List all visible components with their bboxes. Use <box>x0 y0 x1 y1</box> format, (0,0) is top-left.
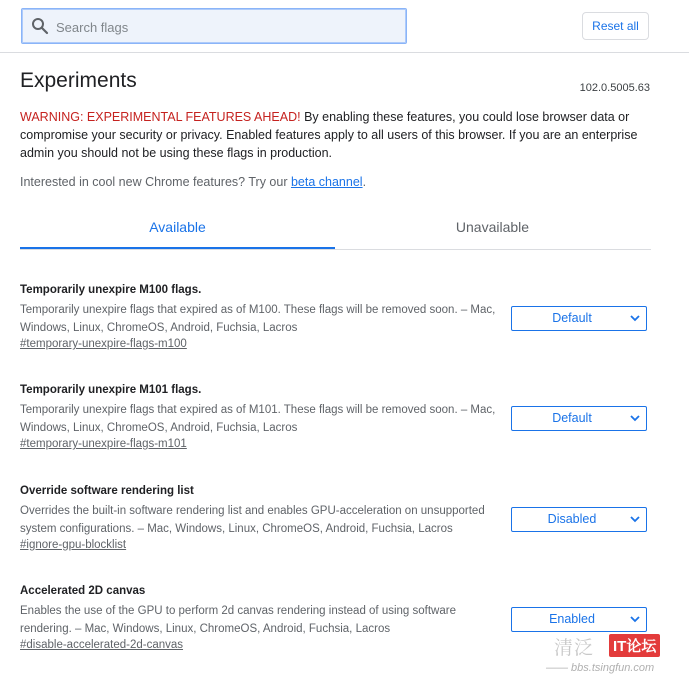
version-label: 102.0.5005.63 <box>579 82 650 94</box>
search-box[interactable] <box>21 8 407 44</box>
flag-description: Enables the use of the GPU to perform 2d canvas rendering instead of using software rendering. – Mac, Windows, Linux, ChromeOS, Android, Fuchsia, Lacros <box>20 605 456 635</box>
flag-description: Overrides the built-in software rendering list and enables GPU-acceleration on unsupported system configurations. – Mac, Windows, Linux, ChromeOS, Android, Fuchsia, Lacros <box>20 505 485 535</box>
flag-state-select[interactable] <box>511 406 647 431</box>
flag-state-select[interactable] <box>511 306 647 331</box>
chevron-down-icon <box>630 614 640 624</box>
flag-item <box>20 284 671 374</box>
beta-channel-link[interactable]: beta channel <box>290 175 363 189</box>
flag-state-value: Default <box>552 411 592 425</box>
flag-state-select[interactable] <box>511 607 647 632</box>
watermark-url: —— bbs.tsingfun.com <box>546 662 655 674</box>
flag-name: Override software rendering list <box>20 485 194 497</box>
header-bar <box>0 0 689 53</box>
reset-all-button[interactable]: Reset all <box>582 12 649 40</box>
watermark-text: 清泛 <box>554 638 595 659</box>
warning-text: By enabling these features, you could lose browser data or compromise your security or privacy. Enabled features apply to all users of this browser. If you are an enterprise admin you should not be using these flags in production. <box>20 110 638 160</box>
flag-link[interactable]: #temporary-unexpire-flags-m100 <box>20 338 187 350</box>
tab-available[interactable]: Available <box>20 207 335 249</box>
beta-promo-end: . <box>362 175 367 189</box>
watermark <box>546 633 686 679</box>
tab-unavailable[interactable]: Unavailable <box>455 219 530 235</box>
flag-description: Temporarily unexpire flags that expired as of M100. These flags will be removed soon. – Mac, Windows, Linux, ChromeOS, Android, Fuchsia, Lacros <box>20 304 496 334</box>
search-input[interactable] <box>54 15 398 39</box>
beta-promo-text: Interested in cool new Chrome features? Try our <box>20 175 291 189</box>
page-title: Experiments <box>20 69 137 92</box>
flag-state-value: Enabled <box>549 612 595 626</box>
flag-item <box>20 384 671 474</box>
warning-heading: WARNING: EXPERIMENTAL FEATURES AHEAD! <box>20 110 301 124</box>
flag-item <box>20 485 671 575</box>
flag-name: Temporarily unexpire M101 flags. <box>20 384 202 396</box>
search-icon <box>31 17 49 35</box>
flag-name: Accelerated 2D canvas <box>20 585 146 597</box>
watermark-badge: IT论坛 <box>609 634 660 657</box>
flag-link[interactable]: #ignore-gpu-blocklist <box>20 539 127 551</box>
flag-state-value: Disabled <box>547 512 597 526</box>
flag-name: Temporarily unexpire M100 flags. <box>20 284 202 296</box>
flag-link[interactable]: #disable-accelerated-2d-canvas <box>20 639 184 651</box>
tab-bar <box>20 207 651 250</box>
warning-message <box>20 108 652 162</box>
chevron-down-icon <box>630 313 640 323</box>
chevron-down-icon <box>630 514 640 524</box>
flag-state-value: Default <box>552 311 592 325</box>
chevron-down-icon <box>630 413 640 423</box>
beta-promo <box>20 175 366 189</box>
flag-state-select[interactable] <box>511 507 647 532</box>
flag-description: Temporarily unexpire flags that expired as of M101. These flags will be removed soon. – Mac, Windows, Linux, ChromeOS, Android, Fuchsia, Lacros <box>20 404 496 434</box>
flag-link[interactable]: #temporary-unexpire-flags-m101 <box>20 438 187 450</box>
